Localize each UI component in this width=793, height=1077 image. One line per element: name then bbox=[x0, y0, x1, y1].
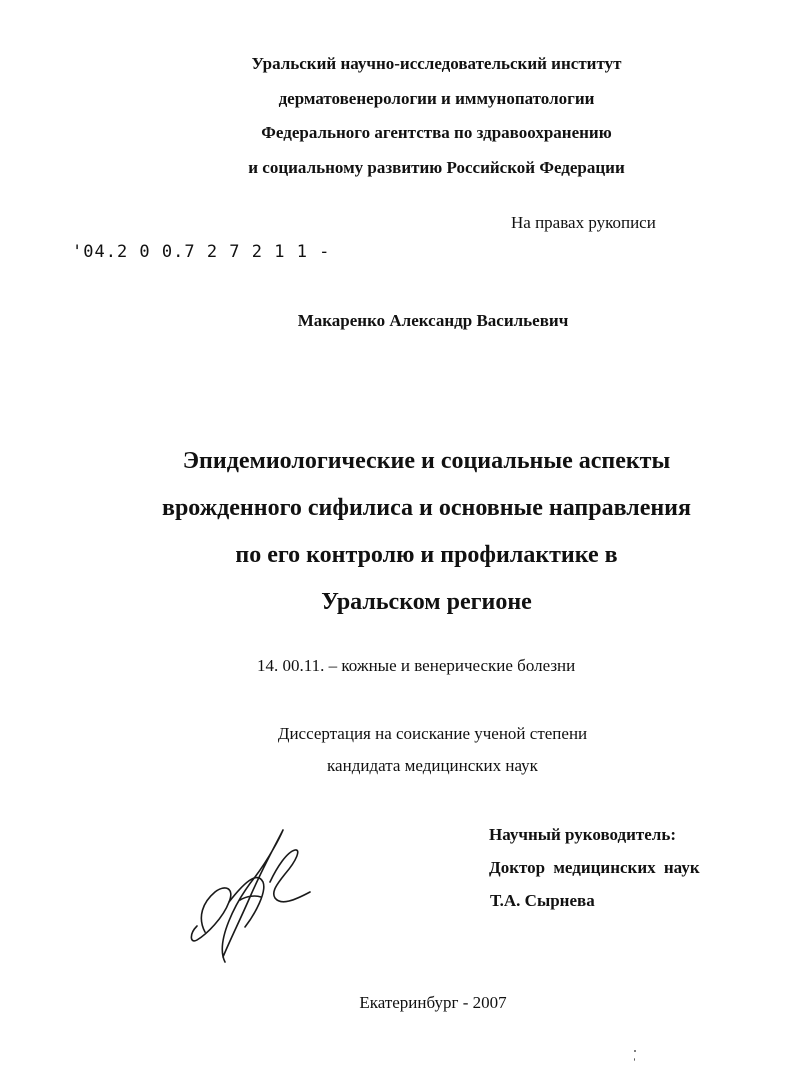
dissertation-degree bbox=[30, 718, 793, 782]
institution-line-4: и социальному развитию Российской Федерации bbox=[248, 157, 625, 177]
rights-note: На правах рукописи bbox=[511, 213, 656, 232]
title-line-2: врожденного сифилиса и основные направления bbox=[162, 495, 691, 521]
institution-line-2: дерматовенерологии и иммунопатологии bbox=[278, 88, 595, 108]
author-name: Макаренко Александр Васильевич bbox=[297, 311, 569, 330]
advisor-name: Т.А. Сырнева bbox=[490, 891, 595, 910]
dissertation-title bbox=[30, 438, 793, 626]
degree-line-1: Диссертация на соискание ученой степени bbox=[277, 724, 588, 743]
catalog-number: '04.2 0 0.7 2 7 2 1 1 - bbox=[72, 242, 331, 262]
advisor-degree: Доктор медицинских наук bbox=[489, 858, 700, 877]
title-line-4: Уральском регионе bbox=[321, 589, 532, 615]
institution-line-3: Федерального агентства по здравоохранению bbox=[261, 123, 612, 142]
specialty-code: 14. 00.11. – кожные и венерические болезни bbox=[257, 656, 576, 675]
institution-block bbox=[40, 47, 793, 185]
advisor-label: Научный руководитель: bbox=[489, 825, 676, 844]
title-line-3: по его контролю и профилактике в bbox=[235, 542, 618, 568]
handwritten-signature bbox=[185, 822, 315, 967]
city-year: Екатеринбург - 2007 bbox=[359, 993, 507, 1012]
title-line-1: Эпидемиологические и социальные аспекты bbox=[182, 448, 671, 474]
scan-speck bbox=[634, 1050, 636, 1052]
institution-line-1: Уральский научно-исследовательский институт bbox=[251, 54, 622, 73]
advisor-block bbox=[489, 818, 700, 917]
scan-speck bbox=[634, 1058, 635, 1061]
degree-line-2: кандидата медицинских наук bbox=[327, 756, 538, 775]
